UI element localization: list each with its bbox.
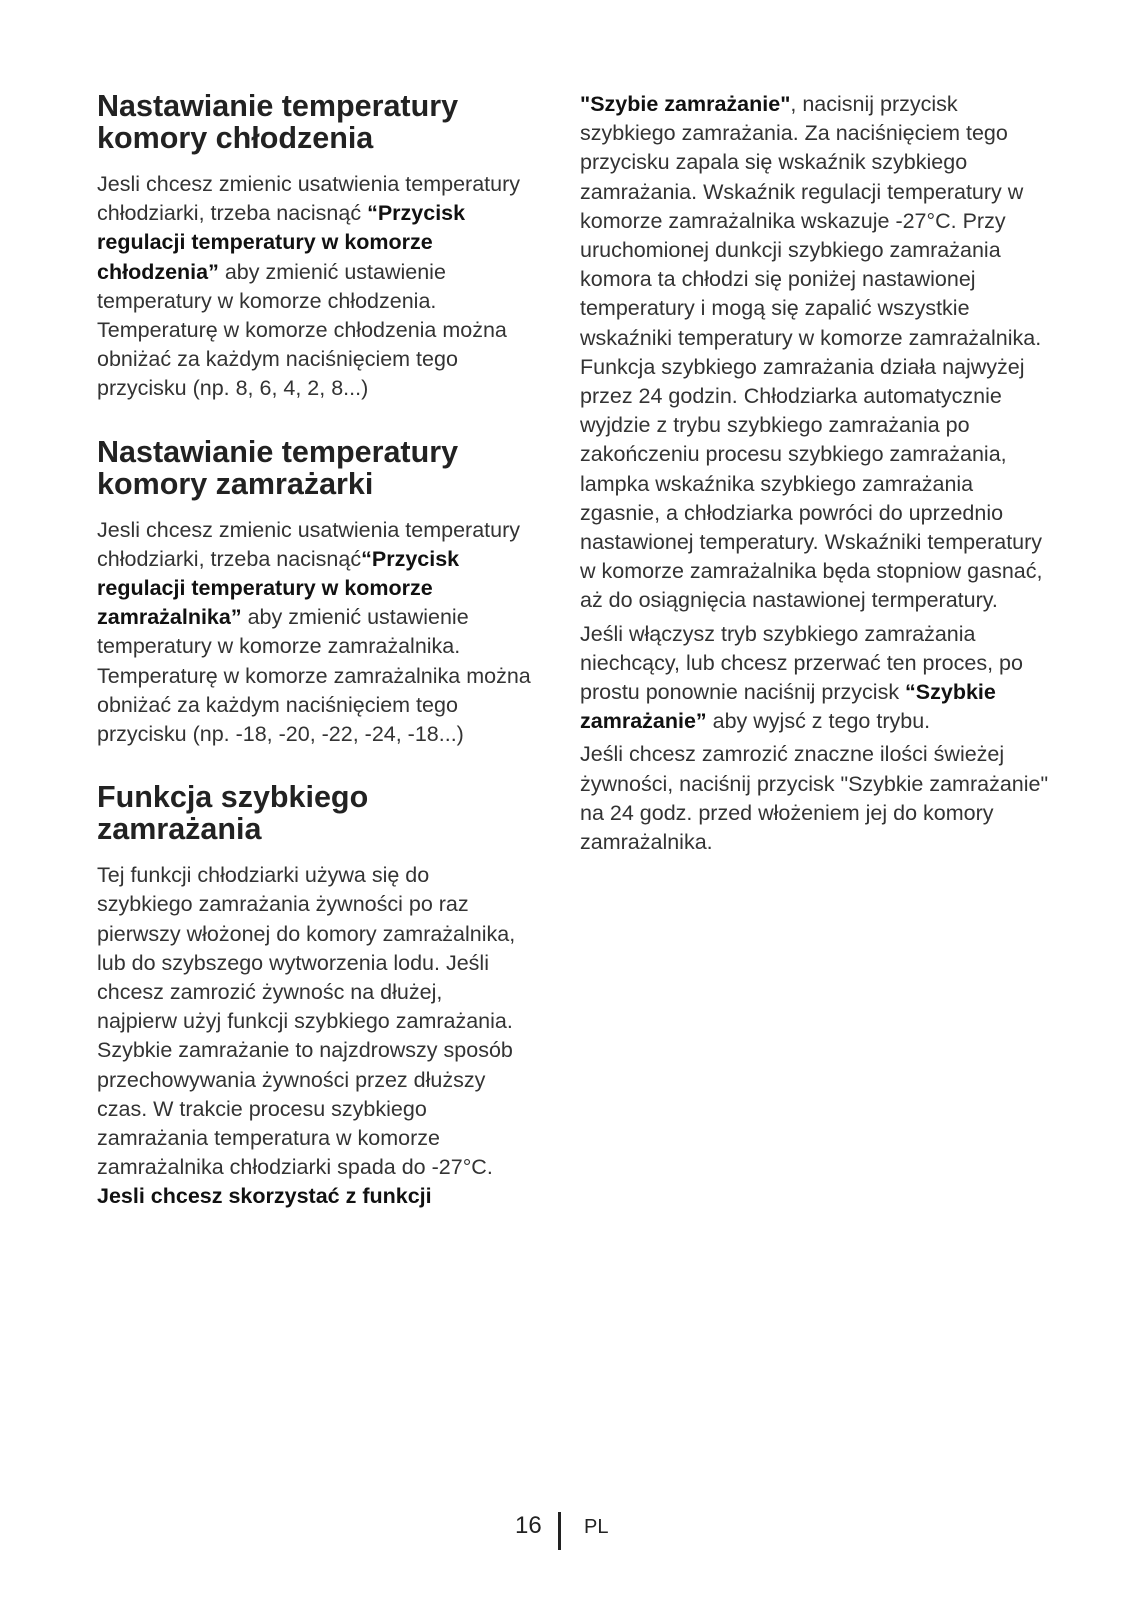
bold-text: Jesli chcesz skorzystać z funkcji [97, 1184, 432, 1209]
page-number: 16 [515, 1512, 542, 1539]
footer-divider [558, 1512, 561, 1550]
text: , nacisnij przycisk szybkiego zamrażania. Za naciśnięciem tego przycisku zapala się wskaźnik szybkiego zamrażania. Wskaźnik regulacji temperatury w komorze zamrażalnika wskazuje -27°C. Przy uruchomionej dunkcji szybkiego zamrażania komora ta chłodzi się poniżej nastawionej temperatury i mogą się zapalić wszystkie wskaźniki temperatury w komorze zamrażalnika. Funkcja szybkiego zamrażania działa najwyżej przez 24 godzin. Chłodziarka automatycznie wyjdzie z trybu szybkiego zamrażania po zakończeniu procesu szybkiego zamrażania, lampka wskaźnika szybkiego zamrażania zgasnie, a chłodziarka powróci do uprzednio nastawionej temperatury. Wskaźniki temperatury w komorze zamrażalnika będa stopniow gasnać, aż do osiągnięcia nastawionej termperatury. [580, 92, 1043, 613]
section-fast-freeze [97, 781, 547, 1211]
section-freezer-temp [97, 436, 547, 750]
paragraph: Jeśli chcesz zamrozić znaczne ilości świeżej żywności, naciśnij przycisk "Szybkie zamrażanie" na 24 godz. przed włożeniem jej do komory zamrażalnika. [580, 742, 1049, 855]
section-paragraph [97, 516, 547, 750]
bold-text: “Przycisk regulacji temperatury w komorze zamrażalnika” [97, 546, 460, 630]
language-code: PL [584, 1516, 609, 1538]
page-footer [0, 1512, 1128, 1556]
text: aby zmienić ustawienie temperatury w komorze zamrażalnika. Temperaturę w komorze zamrażalnika można obniżać za każdym naciśnięciem tego przycisku (np. -18, -20, -22, -24, -18...) [97, 605, 531, 747]
section-paragraph [97, 861, 527, 1211]
section-heading: Nastawianie temperatury komory zamrażarki [97, 434, 459, 501]
text: aby zmienić ustawienie temperatury w komorze chłodzenia. Temperaturę w komorze chłodzenia można obniżać za każdym naciśnięciem tego przycisku (np. 8, 6, 4, 2, 8...) [97, 259, 507, 401]
section-fridge-temp [97, 90, 547, 404]
paragraph [580, 620, 1050, 737]
bold-text: “Szybkie zamrażanie” [580, 680, 996, 734]
right-column [580, 90, 1050, 857]
text: Jesli chcesz zmienic usatwienia temperatury chłodziarki, trzeba nacisnąć [97, 172, 520, 226]
text: aby wyjsć z tego trybu. [706, 709, 931, 734]
text: Jeśli włączysz tryb szybkiego zamrażania niechcący, lub chcesz przerwać ten proces, po prostu ponownie naciśnij przycisk [580, 621, 1023, 705]
section-heading: Funkcja szybkiego zamrażania [97, 780, 369, 847]
section-paragraph [97, 170, 547, 404]
paragraph [580, 90, 1050, 616]
section-heading: Nastawianie temperatury komory chłodzenia [97, 89, 459, 155]
left-column [97, 90, 547, 1244]
bold-text: “Przycisk regulacji temperatury w komorze chłodzenia” [97, 201, 466, 284]
text: Tej funkcji chłodziarki używa się do szybkiego zamrażania żywności po raz pierwszy włożonej do komory zamrażalnika, lub do szybszego wytworzenia lodu. Jeśli chcesz zamrozić żywnośc na dłużej, najpierw użyj funkcji szybkiego zamrażania. Szybkie zamrażanie to najzdrowszy sposób przechowywania żywności przez dłuższy czas. W trakcie procesu szybkiego zamrażania temperatura w komorze zamrażalnika chłodziarki spada do -27°C. [97, 863, 516, 1180]
text: Jesli chcesz zmienic usatwienia temperatury chłodziarki, trzeba nacisnąć [97, 517, 520, 571]
bold-text: "Szybie zamrażanie" [580, 92, 791, 116]
